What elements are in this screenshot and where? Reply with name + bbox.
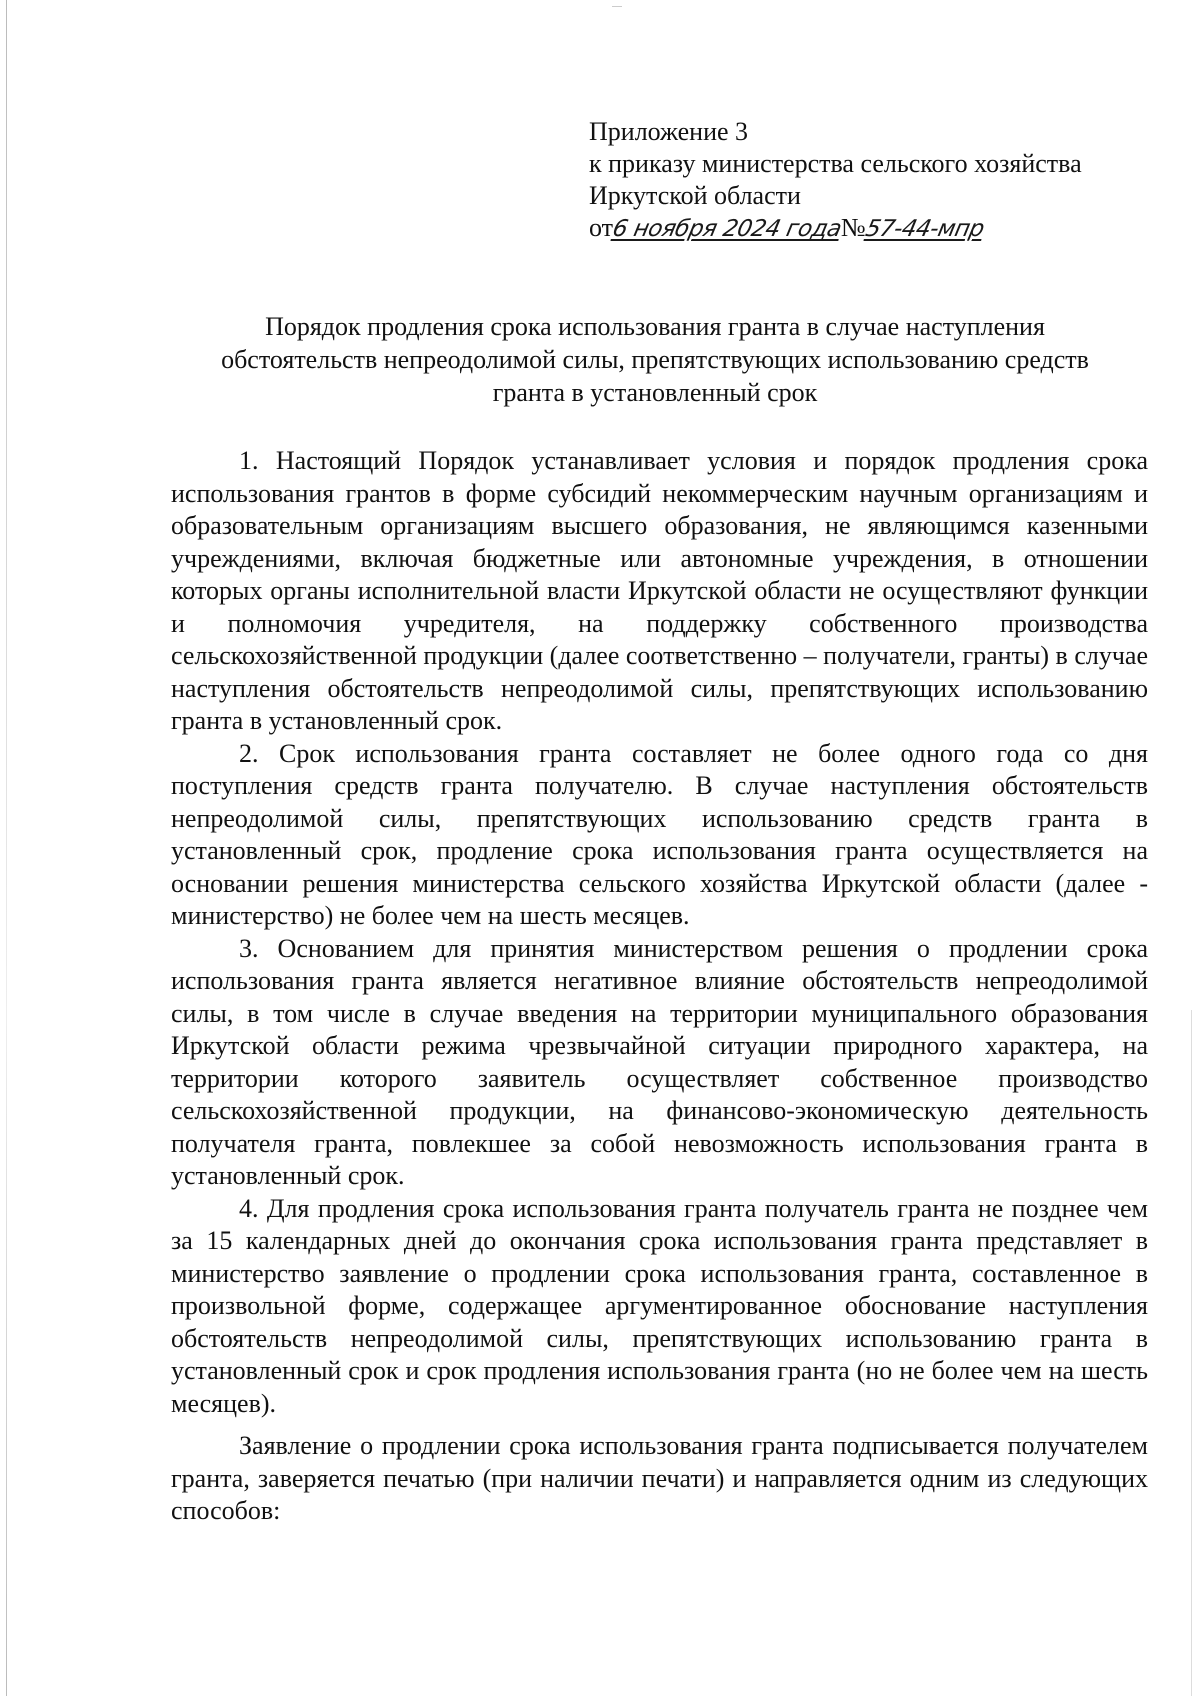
title-line-2: обстоятельств непреодолимой силы, препятствующих использованию средств xyxy=(221,345,1089,374)
appendix-order-reference: к приказу министерства сельского хозяйства xyxy=(589,149,1082,178)
paragraph-1: 1. Настоящий Порядок устанавливает условия и порядок продления срока использования грантов в форме субсидий некоммерческим научным организациям и образовательным организациям высшего образования, не являющимся казенными учреждениями, включая бюджетные или автономные учреждения, в отношении которых органы исполнительной власти Иркутской области не осуществляют функции и полномочия учредителя, на поддержку собственного производства сельскохозяйственной продукции (далее соответственно – получатели, гранты) в случае наступления обстоятельств непреодолимой силы, препятствующих использованию гранта в установленный срок. xyxy=(171,446,1149,735)
paragraph-4: 4. Для продления срока использования гранта получатель гранта не позднее чем за 15 календарных дней до окончания срока использования гранта представляет в министерство заявление о продлении срока использования гранта, составленное в произвольной форме, содержащее аргументированное обоснование наступления обстоятельств непреодолимой силы, препятствующих использованию гранта в установленный срок и срок продления использования гранта (но не более чем на шесть месяцев). xyxy=(171,1193,1148,1418)
number-prefix: № xyxy=(840,213,866,242)
title-line-3: гранта в установленный срок xyxy=(492,378,818,407)
document-body xyxy=(171,445,1148,1528)
paragraph-5: Заявление о продлении срока использования гранта подписывается получателем гранта, заверяется печатью (при наличии печати) и направляется одним из следующих способов: xyxy=(171,1431,1148,1525)
document-title xyxy=(166,310,1144,409)
handwritten-date: 6 ноября 2024 года xyxy=(610,216,844,242)
scan-mark-top xyxy=(612,0,622,7)
scan-edge-left xyxy=(6,0,7,1696)
title-line-1: Порядок продления срока использования гранта в случае наступления xyxy=(265,312,1045,341)
paragraph-2: 2. Срок использования гранта составляет не более одного года со дня поступления средств гранта получателю. В случае наступления обстоятельств непреодолимой силы, препятствующих использованию средств гранта в установленный срок, продление срока использования гранта осуществляется на основании решения министерства сельского хозяйства Иркутской области (далее - министерство) не более чем на шесть месяцев. xyxy=(171,738,1148,930)
appendix-number: Приложение 3 xyxy=(589,117,749,146)
appendix-date-line xyxy=(589,212,1149,245)
date-prefix: от xyxy=(589,213,614,242)
handwritten-order-number: 57-44-мпр xyxy=(862,216,987,242)
paragraph-3: 3. Основанием для принятия министерством решения о продлении срока использования гранта является негативное влияние обстоятельств непреодолимой силы, в том числе в случае введения на территории муниципального образования Иркутской области режима чрезвычайной ситуации природного характера, на территории которого заявитель осуществляет собственное производство сельскохозяйственной продукции, на финансово-экономическую деятельность получателя гранта, повлекшее за собой невозможность использования гранта в установленный срок. xyxy=(171,933,1148,1190)
scan-edge-right xyxy=(1191,1010,1192,1696)
appendix-header xyxy=(589,116,1149,245)
appendix-region: Иркутской области xyxy=(589,181,801,210)
